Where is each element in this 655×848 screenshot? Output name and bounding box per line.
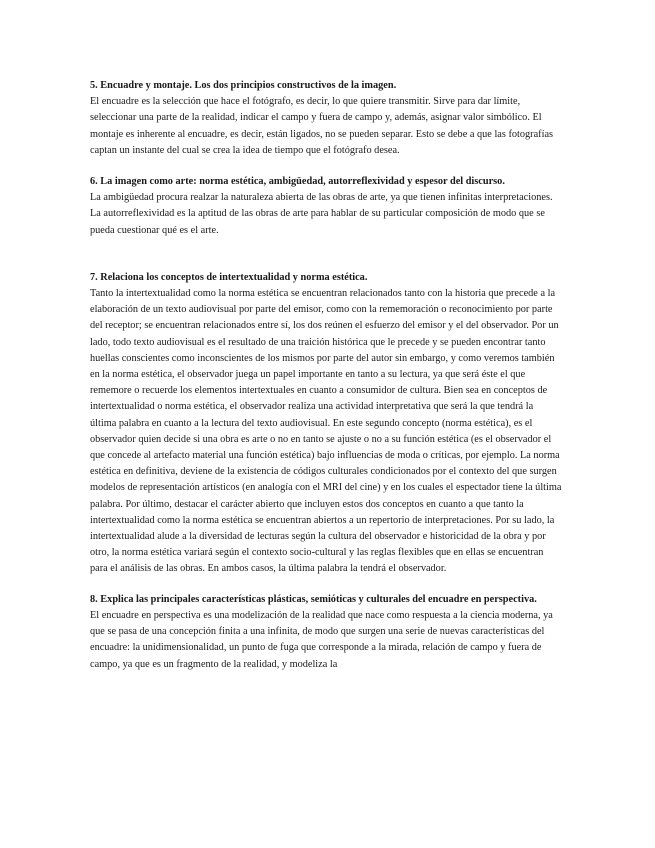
section-7 xyxy=(90,270,562,578)
section-6-title: 6. La imagen como arte: norma estética, ambigüedad, autorreflexividad y espesor del discurso. xyxy=(90,176,505,188)
section-5-body: El encuadre es la selección que hace el fotógrafo, es decir, lo que quiere transmitir. Sirve para dar límite, seleccionar una parte de la realidad, indicar el campo y fuera de campo y, además, asignar valor simbólico. El montaje es inherente al encuadre, es decir, están ligados, no se pueden separar. Esto se debe a que las fotografías captan un instante del cual se crea la idea de tiempo que el fotógrafo desea. xyxy=(90,96,554,156)
section-spacer xyxy=(90,159,562,174)
section-8-title: 8. Explica las principales características plásticas, semióticas y culturales del encuadre en perspectiva. xyxy=(90,593,537,605)
section-6-body: La ambigüedad procura realzar la naturaleza abierta de las obras de arte, ya que tienen infinitas interpretaciones. La autorreflexividad es la aptitud de las obras de arte para hablar de su particular composición de modo que se pueda cuestionar qué es el arte. xyxy=(90,192,553,236)
section-6 xyxy=(90,174,562,239)
section-7-title: 7. Relaciona los conceptos de intertextualidad y norma estética. xyxy=(90,271,368,283)
section-5-title: 5. Encuadre y montaje. Los dos principios constructivos de la imagen. xyxy=(90,80,397,91)
section-8 xyxy=(90,592,562,673)
section-8-body: El encuadre en perspectiva es una modelización de la realidad que nace como respuesta a la ciencia moderna, ya que se pasa de una concepción finita a una infinita, de modo que surgen una serie de nuevas características del encuadre: la unidimensionalidad, un punto de fuga que corresponde a la mirada, relación de campo y fuera de campo, ya que es un fragmento de la realidad, y modeliza la xyxy=(90,609,553,670)
section-spacer xyxy=(90,239,562,270)
section-spacer xyxy=(90,578,562,592)
section-5 xyxy=(90,78,562,159)
section-7-body: Tanto la intertextualidad como la norma estética se encuentran relacionados tanto con la historia que precede a la elaboración de un texto audiovisual por parte del emisor, como con la rememoración o reconocimiento por parte del receptor; se encuentran relacionados entre sí, los dos reúnen el esfuerzo del emisor y el del observador. Por un lado, todo texto audiovisual es el resultado de una traición histórica que le precede y se pueden encontrar tanto huellas conscientes como inconscientes de los mismos por parte del autor sin embargo, y como veremos también en la norma estética, el observador juega un papel importante en tanto a su lectura, ya que será éste el que rememore o recuerde los elementos intertextuales en cuanto a consumidor de cultura. Bien sea en conceptos de intertextualidad o norma estética, el observador realiza una actividad interpretativa que será la que tendrá la última palabra en cuanto a la lectura del texto audiovisual. En este segundo concepto (norma estética), es el observador quien decide si una obra es arte o no en tanto se ajuste o no a su función estética (es el observador el que concede al artefacto material una función estética) bajo influencias de moda o críticas, por ejemplo. La norma estética en definitiva, deviene de la existencia de códigos culturales condicionados por el contexto del que surgen modelos de representación artísticos (en analogía con el MRI del cine) y en los cuales el espectador tiene la última palabra. Por último, destacar el carácter abierto que incluyen estos dos conceptos en cuanto a que tanto la intertextualidad como la norma estética se encuentran abiertos a un repertorio de interpretaciones. Por su lado, la intertextualidad alude a la diversidad de lecturas según la cultura del observador e historicidad de la obra y por otro, la norma estética variará según el contexto socio-cultural y las reglas flexibles que en ellas se encuentran para el análisis de las obras. En ambos casos, la última palabra la tendrá el observador. xyxy=(90,288,562,575)
document-content xyxy=(90,78,562,673)
